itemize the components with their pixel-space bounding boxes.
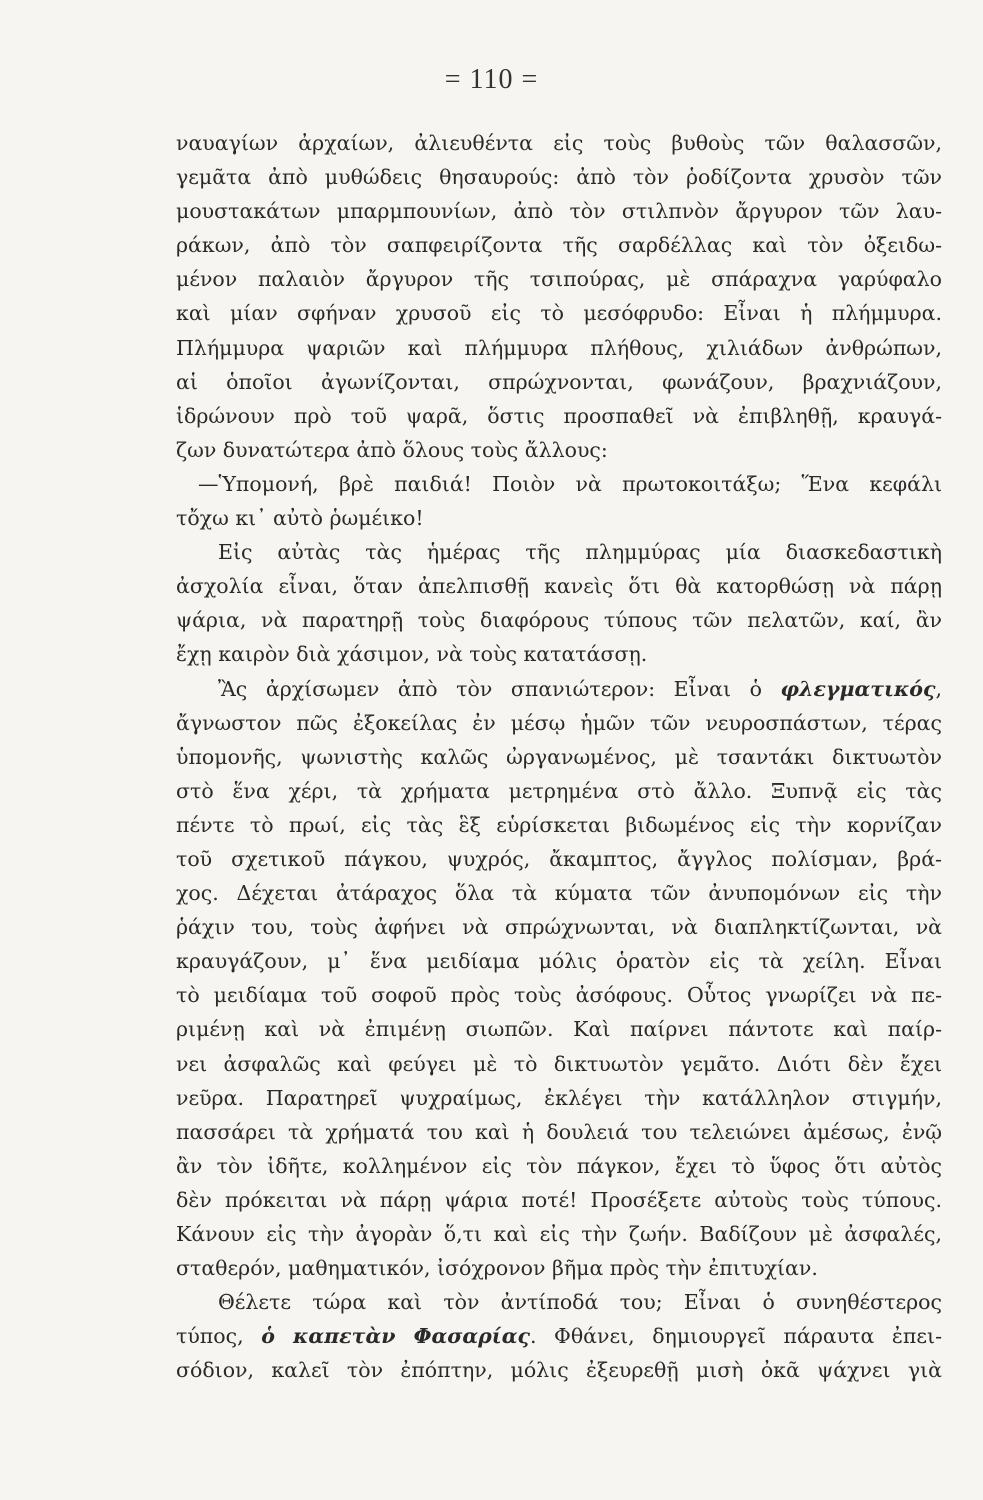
text-line: ἄγνωστον πῶς ἐξοκείλας ἐν μέσῳ ἡμῶν τῶν νευροσπάστων, τέρας	[176, 710, 942, 735]
text-line: ἔχῃ καιρὸν διὰ χάσιμον, νὰ τοὺς κατατάσσῃ.	[176, 642, 648, 667]
text-line: ἀσχολία εἶναι, ὅταν ἀπελπισθῇ κανεὶς ὅτι θὰ κατορθώσῃ νὰ πάρῃ	[176, 574, 942, 599]
text-line: καὶ μίαν σφήναν χρυσοῦ εἰς τὸ μεσόφρυδο: Εἶναι ἡ πλήμμυρα.	[176, 301, 942, 326]
text-line: Θέλετε τώρα καὶ τὸν ἀντίποδά του; Εἶναι ὁ συνηθέστερος	[218, 1290, 942, 1315]
text-line: τύπος, ὁ καπετὰν Φασαρίας. Φθάνει, δημιουργεῖ πάραυτα ἐπει-	[176, 1324, 942, 1349]
text-line: ριμένῃ καὶ νὰ ἐπιμένῃ σιωπῶν. Καὶ παίρνει πάντοτε καὶ παίρ-	[176, 1017, 942, 1042]
text-line: μένον παλαιὸν ἄργυρον τῆς τσιπούρας, μὲ σπάραχνα γαρύφαλο	[176, 267, 942, 292]
text-line: μουστακάτων μπαρμπουνίων, ἀπὸ τὸν στιλπνὸν ἄργυρον τῶν λαυ-	[176, 199, 942, 224]
text-line: κραυγάζουν, μ᾽ ἕνα μειδίαμα μόλις ὁρατὸν εἰς τὰ χείλη. Εἶναι	[176, 949, 942, 974]
text-line: ναυαγίων ἀρχαίων, ἀλιευθέντα εἰς τοὺς βυθοὺς τῶν θαλασσῶν,	[176, 131, 942, 155]
text-line: τὄχω κι᾽ αὐτὸ ῥωμέικο!	[176, 506, 424, 531]
text-line: Κάνουν εἰς τὴν ἀγορὰν ὅ,τι καὶ εἰς τὴν ζωήν. Βαδίζουν μὲ ἀσφαλές,	[176, 1222, 942, 1246]
text-line: ψάρια, νὰ παρατηρῇ τοὺς διαφόρους τύπους τῶν πελατῶν, καί, ἂν	[176, 608, 942, 633]
text-line: αἱ ὁποῖοι ἀγωνίζονται, σπρώχνονται, φωνάζουν, βραχνιάζουν,	[176, 369, 942, 394]
text-line: νει ἀσφαλῶς καὶ φεύγει μὲ τὸ δικτυωτὸν γεμᾶτο. Διότι δὲν ἔχει	[176, 1051, 942, 1076]
text-line: Ἂς ἀρχίσωμεν ἀπὸ τὸν σπανιώτερον: Εἶναι ὁ φλεγματικός,	[218, 676, 942, 701]
text-line: νεῦρα. Παρατηρεῖ ψυχραίμως, ἐκλέγει τὴν κατάλληλον στιγμήν,	[176, 1085, 942, 1110]
body-text	[176, 126, 942, 1387]
text-line: ζων δυνατώτερα ἀπὸ ὅλους τοὺς ἄλλους:	[176, 437, 608, 462]
page-number: = 110 =	[444, 64, 539, 95]
text-line: σταθερόν, μαθηματικόν, ἰσόχρονον βῆμα πρὸς τὴν ἐπιτυχίαν.	[176, 1256, 818, 1281]
text-line: σόδιον, καλεῖ τὸν ἐπόπτην, μόλις ἐξευρεθῇ μισὴ ὀκᾶ ψάχνει γιὰ	[176, 1358, 942, 1383]
text-line: Πλήμμυρα ψαριῶν καὶ πλήμμυρα πλήθους, χιλιάδων ἀνθρώπων,	[176, 335, 942, 360]
text-line: στὸ ἕνα χέρι, τὰ χρήματα μετρημένα στὸ ἄλλο. Ξυπνᾷ εἰς τὰς	[176, 778, 942, 803]
text-line: τοῦ σχετικοῦ πάγκου, ψυχρός, ἄκαμπτος, ἄγγλος πολίσμαν, βρά-	[176, 846, 942, 871]
text-line: χος. Δέχεται ἀτάραχος ὅλα τὰ κύματα τῶν ἀνυπομόνων εἰς τὴν	[176, 881, 942, 906]
text-line: γεμᾶτα ἀπὸ μυθώδεις θησαυρούς: ἀπὸ τὸν ῥοδίζοντα χρυσὸν τῶν	[176, 165, 942, 190]
text-line: δὲν πρόκειται νὰ πάρῃ ψάρια ποτέ! Προσέξετε αὐτοὺς τοὺς τύπους.	[176, 1187, 942, 1212]
text-line: Εἰς αὐτὰς τὰς ἡμέρας τῆς πλημμύρας μία διασκεδαστικὴ	[218, 540, 942, 565]
text-line: ὑπομονῆς, ψωνιστὴς καλῶς ὠργανωμένος, μὲ τσαντάκι δικτυωτὸν	[176, 744, 942, 769]
text-line: τὸ μειδίαμα τοῦ σοφοῦ πρὸς τοὺς ἀσόφους. Οὗτος γνωρίζει νὰ πε-	[176, 983, 942, 1008]
emphasis-text: ὁ καπετὰν Φασαρίας	[261, 1324, 530, 1349]
text-line: ῥάχιν του, τοὺς ἀφήνει νὰ σπρώχνωνται, νὰ διαπληκτίζωνται, νὰ	[176, 915, 942, 940]
text-line: πασσάρει τὰ χρήματά του καὶ ἡ δουλειά του τελειώνει ἀμέσως, ἐνῷ	[176, 1119, 942, 1144]
text-line: ἂν τὸν ἰδῆτε, κολλημένον εἰς τὸν πάγκον, ἔχει τὸ ὕφος ὅτι αὐτὸς	[176, 1153, 942, 1178]
text-line: ράκων, ἀπὸ τὸν σαπφειρίζοντα τῆς σαρδέλλας καὶ τὸν ὀξειδω-	[176, 233, 942, 258]
text-line: πέντε τὸ πρωί, εἰς τὰς ἓξ εὑρίσκεται βιδωμένος εἰς τὴν κορνίζαν	[176, 812, 942, 837]
text-line: ἱδρώνουν πρὸ τοῦ ψαρᾶ, ὅστις προσπαθεῖ νὰ ἐπιβληθῇ, κραυγά-	[176, 403, 942, 428]
text-line: —Ὑπομονή, βρὲ παιδιά! Ποιὸν νὰ πρωτοκοιτάξω; Ἕνα κεφάλι	[198, 471, 942, 496]
emphasis-text: φλεγματικός	[780, 676, 936, 701]
